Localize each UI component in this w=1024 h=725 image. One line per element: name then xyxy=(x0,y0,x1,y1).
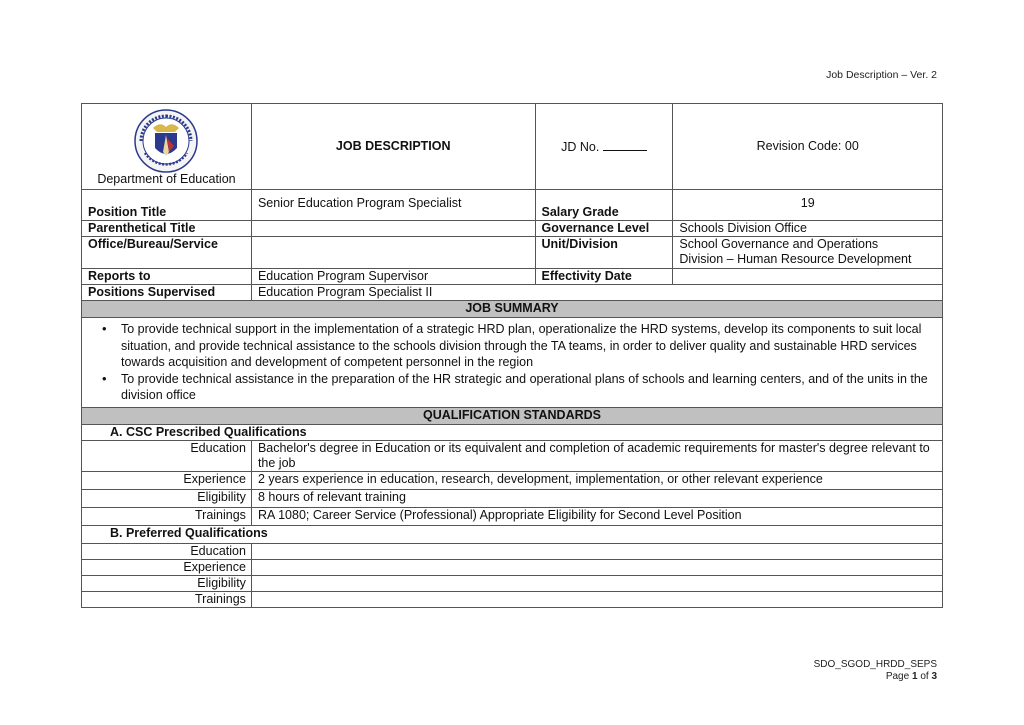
csc-eligibility-row xyxy=(82,489,943,507)
header-row xyxy=(82,104,943,190)
effectivity-date-label: Effectivity Date xyxy=(535,269,673,285)
preferred-experience-value xyxy=(251,559,942,575)
unit-division-label: Unit/Division xyxy=(535,237,673,269)
preferred-experience-label: Experience xyxy=(82,559,252,575)
job-summary-list xyxy=(106,321,936,404)
position-title-row xyxy=(82,190,943,221)
qualification-standards-heading: QUALIFICATION STANDARDS xyxy=(82,407,943,424)
office-label: Office/Bureau/Service xyxy=(82,237,252,269)
preferred-eligibility-row xyxy=(82,575,943,591)
page-prefix: Page xyxy=(885,671,910,682)
page-total: 3 xyxy=(931,671,937,682)
jd-number-blank xyxy=(603,139,647,151)
csc-trainings-row xyxy=(82,507,943,525)
csc-trainings-label: Trainings xyxy=(82,507,252,525)
job-summary-heading: JOB SUMMARY xyxy=(82,301,943,318)
preferred-experience-row xyxy=(82,559,943,575)
preferred-eligibility-value xyxy=(251,575,942,591)
job-description-table xyxy=(81,103,943,608)
position-title-label: Position Title xyxy=(82,190,252,221)
parenthetical-title-row xyxy=(82,221,943,237)
effectivity-date-value xyxy=(673,269,943,285)
unit-division-line2: Division – Human Resource Development xyxy=(679,252,912,266)
csc-education-value: Bachelor's degree in Education or its equivalent and completion of academic requirements for master's degree relevant to the job xyxy=(251,440,942,471)
preferred-education-row xyxy=(82,543,943,559)
unit-division-line1: School Governance and Operations xyxy=(679,237,879,251)
revision-code: Revision Code: 00 xyxy=(673,104,943,190)
page-of: of xyxy=(920,671,929,682)
job-summary-cell xyxy=(82,318,943,408)
parenthetical-title-label: Parenthetical Title xyxy=(82,221,252,237)
csc-experience-label: Experience xyxy=(82,471,252,489)
preferred-qualifications-heading: B. Preferred Qualifications xyxy=(82,525,943,543)
page-number xyxy=(814,671,937,683)
qualification-heading-row xyxy=(82,407,943,424)
governance-level-label: Governance Level xyxy=(535,221,673,237)
preferred-eligibility-label: Eligibility xyxy=(82,575,252,591)
salary-grade-label: Salary Grade xyxy=(535,190,673,221)
office-row xyxy=(82,237,943,269)
deped-seal-icon xyxy=(133,108,199,174)
csc-experience-value: 2 years experience in education, research, development, implementation, or other relevant experience xyxy=(251,471,942,489)
csc-education-row xyxy=(82,440,943,471)
page-current: 1 xyxy=(911,671,918,682)
csc-eligibility-label: Eligibility xyxy=(82,489,252,507)
csc-experience-row xyxy=(82,471,943,489)
job-summary-heading-row xyxy=(82,301,943,318)
preferred-heading-row xyxy=(82,525,943,543)
preferred-education-value xyxy=(251,543,942,559)
preferred-education-label: Education xyxy=(82,543,252,559)
department-name: Department of Education xyxy=(97,172,236,186)
jd-number-cell xyxy=(535,104,673,190)
reports-to-label: Reports to xyxy=(82,269,252,285)
positions-supervised-value: Education Program Specialist II xyxy=(251,285,942,301)
governance-level-value: Schools Division Office xyxy=(673,221,943,237)
logo-cell xyxy=(82,104,252,190)
jd-number-label: JD No. xyxy=(561,139,600,154)
csc-heading-row xyxy=(82,424,943,440)
page-footer xyxy=(814,659,937,683)
reports-to-row xyxy=(82,269,943,285)
job-summary-item: • To provide technical assistance in the preparation of the HR strategic and operational plans of schools and learning centers, and of the units in the division office xyxy=(106,371,936,404)
salary-grade-value: 19 xyxy=(673,190,943,221)
office-value xyxy=(251,237,535,269)
position-title-value: Senior Education Program Specialist xyxy=(251,190,535,221)
document-version: Job Description – Ver. 2 xyxy=(826,69,937,81)
preferred-trainings-value xyxy=(251,591,942,607)
document-title: JOB DESCRIPTION xyxy=(251,104,535,190)
preferred-trainings-label: Trainings xyxy=(82,591,252,607)
job-summary-item: • To provide technical support in the implementation of a strategic HRD plan, operationalize the HRD systems, develop its components to suit local situation, and provide technical assistance to the schools division through the TA teams, in order to deliver quality and sustainable HRD services towards acquisition and development of competent personnel in the region xyxy=(106,321,936,371)
reports-to-value: Education Program Supervisor xyxy=(251,269,535,285)
csc-trainings-value: RA 1080; Career Service (Professional) Appropriate Eligibility for Second Level Position xyxy=(251,507,942,525)
csc-education-label: Education xyxy=(82,440,252,471)
document-code: SDO_SGOD_HRDD_SEPS xyxy=(813,659,937,670)
csc-qualifications-heading: A. CSC Prescribed Qualifications xyxy=(82,424,943,440)
csc-eligibility-value: 8 hours of relevant training xyxy=(251,489,942,507)
job-summary-row xyxy=(82,318,943,408)
unit-division-value xyxy=(673,237,943,269)
preferred-trainings-row xyxy=(82,591,943,607)
positions-supervised-label: Positions Supervised xyxy=(82,285,252,301)
positions-supervised-row xyxy=(82,285,943,301)
parenthetical-title-value xyxy=(251,221,535,237)
